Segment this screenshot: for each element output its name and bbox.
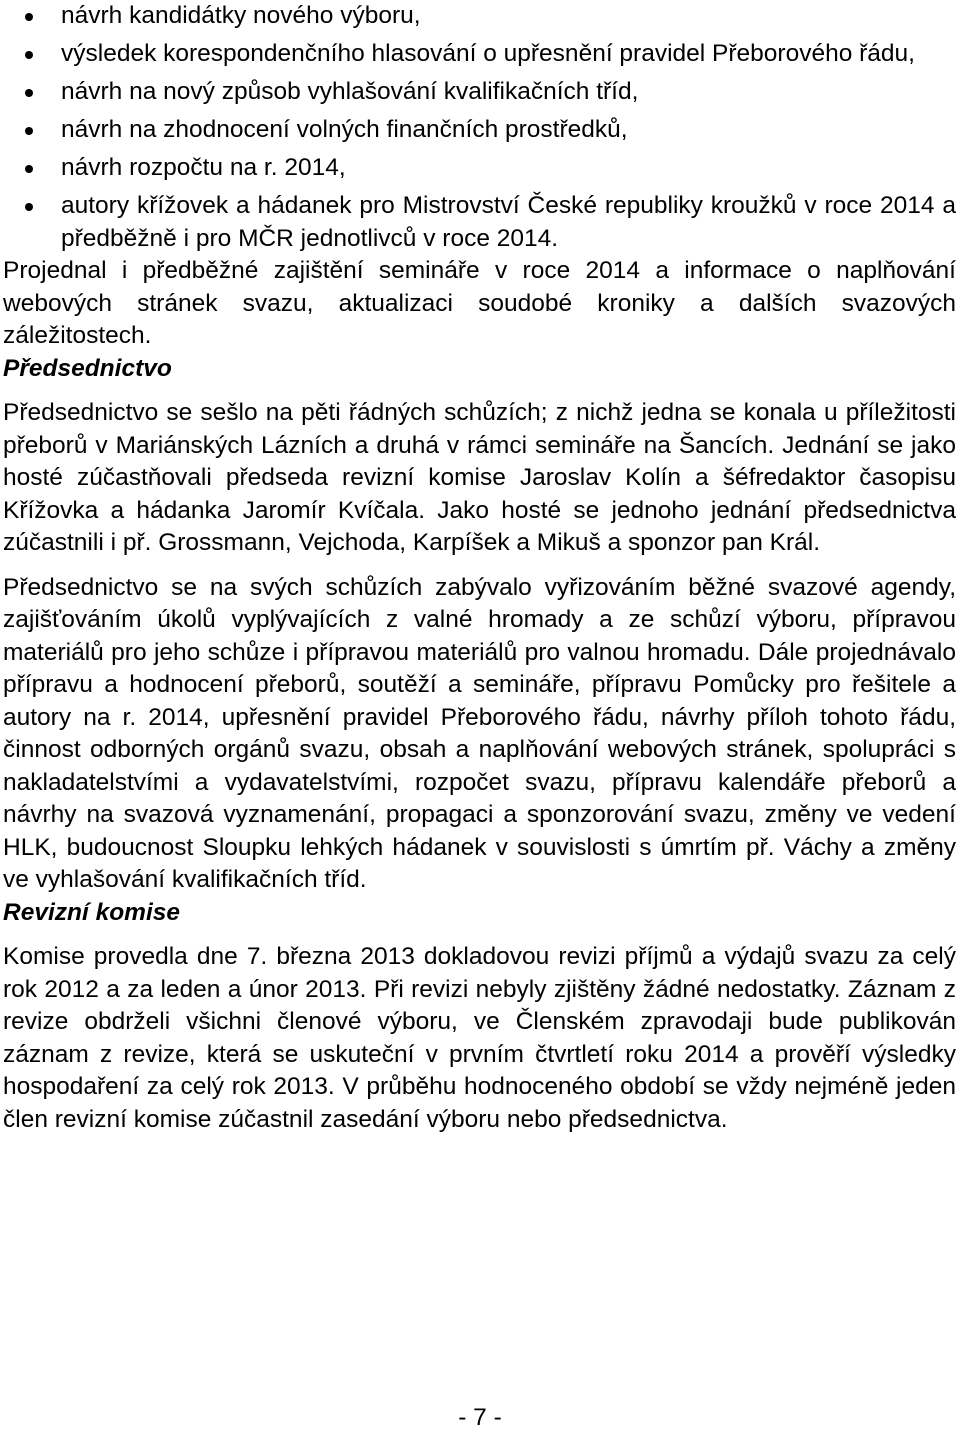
- list-item-text: návrh na zhodnocení volných finančních prostředků,: [61, 116, 628, 143]
- bullet-icon: [25, 165, 33, 173]
- list-item: [3, 38, 956, 71]
- list-item: [3, 190, 956, 255]
- predsednictvo-paragraph-1: Předsednictvo se sešlo na pěti řádných schůzích; z nichž jedna se konala u příležitosti přeborů v Mariánských Lázních a druhá v rámci semináře na Šancích. Jednání se jako hosté zúčastňovali předseda revizní komise Jaroslav Kolín a šéfredaktor časopisu Křížovka a hádanka Jaromír Kvíčala. Jako hosté se jednoho jednání předsednictva zúčastnili i př. Grossmann, Vejchoda, Karpíšek a Mikuš a sponzor pan Král.: [3, 399, 956, 556]
- list-item: [3, 76, 956, 109]
- list-item-text: návrh kandidátky nového výboru,: [61, 2, 421, 29]
- list-item-text: autory křížovek a hádanek pro Mistrovství České republiky kroužků v roce 2014 a předběžně i pro MČR jednotlivců v roce 2014.: [61, 192, 956, 252]
- list-item-text: výsledek korespondenčního hlasování o upřesnění pravidel Přeborového řádu,: [61, 40, 915, 67]
- intro-paragraph: Projednal i předběžné zajištění semináře v roce 2014 a informace o naplňování webových stránek svazu, aktualizaci soudobé kroniky a dalších svazových záležitostech.: [3, 257, 956, 349]
- section-heading-revizni-komise: Revizní komise: [3, 898, 181, 926]
- predsednictvo-paragraph-2: Předsednictvo se na svých schůzích zabývalo vyřizováním běžné svazové agendy, zajišťováním úkolů vyplývajících z valné hromady a ze schůzí výboru, přípravou materiálů pro jeho schůze i přípravou materiálů pro valnou hromadu. Dále projednávalo přípravu a hodnocení přeborů, soutěží a semináře, přípravu Pomůcky pro řešitele a autory na r. 2014, upřesnění pravidel Přeborového řádu, návrhy příloh tohoto řádu, činnost odborných orgánů svazu, obsah a naplňování webových stránek, spolupráci s nakladatelstvími a vydavatelstvími, rozpočet svazu, přípravu kalendáře přeborů a návrhy na svazová vyznamenání, propagaci a sponzorování svazu, změny ve vedení HLK, budoucnost Sloupku lehkých hádanek v souvislosti s úmrtím př. Váchy a změny ve vyhlašování kvalifikačních tříd.: [3, 573, 956, 893]
- list-item-text: návrh na nový způsob vyhlašování kvalifikačních tříd,: [61, 78, 639, 105]
- document-body: [3, 0, 956, 1136]
- list-item-text: návrh rozpočtu na r. 2014,: [61, 154, 346, 181]
- section-heading-predsednictvo: Předsednictvo: [3, 354, 172, 382]
- page-number: - 7 -: [458, 1404, 502, 1431]
- bullet-icon: [25, 51, 33, 59]
- bullet-icon: [25, 13, 33, 21]
- list-item: [3, 114, 956, 147]
- bullet-icon: [25, 127, 33, 135]
- list-item: [3, 152, 956, 185]
- revizni-paragraph-1: Komise provedla dne 7. března 2013 dokladovou revizi příjmů a výdajů svazu za celý rok 2012 a za leden a únor 2013. Při revizi nebyly zjištěny žádné nedostatky. Záznam z revize obdrželi všichni členové výboru, ve Členském zpravodaji bude publikován záznam z revize, která se uskuteční v prvním čtvrtletí roku 2014 a prověří výsledky hospodaření za celý rok 2013. V průběhu hodnoceného období se vždy nejméně jeden člen revizní komise zúčastnil zasedání výboru nebo předsednictva.: [3, 943, 956, 1133]
- bullet-icon: [25, 203, 33, 211]
- agenda-list: [3, 0, 956, 255]
- list-item: [3, 0, 956, 33]
- bullet-icon: [25, 89, 33, 97]
